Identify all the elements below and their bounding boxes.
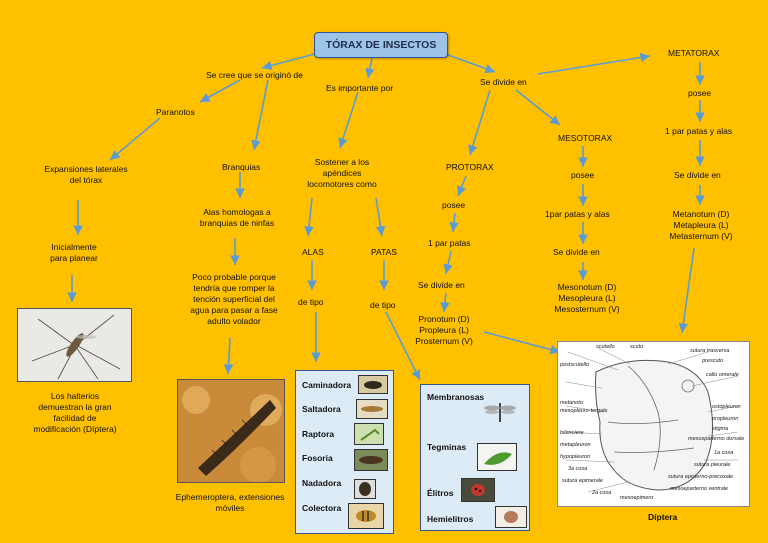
leg-type-colectora: Colectora xyxy=(302,503,342,513)
arrow-divide-parts xyxy=(444,293,446,312)
node-alas: ALAS xyxy=(302,247,324,257)
mantis-thumbnail xyxy=(354,423,384,445)
node-pro-parts xyxy=(412,314,476,347)
sostener-line-1: Sostener a los xyxy=(314,157,370,167)
dlabel-mesoepimero: mesoepimero xyxy=(620,495,654,501)
dlabel-sutura-episterno: sutura episterno-precoxale xyxy=(668,474,734,480)
node-branquias: Branquias xyxy=(222,162,261,172)
poco-line-1: Poco probable porque xyxy=(192,272,276,282)
arrow-meta-diagram xyxy=(682,248,694,333)
dlabel-mesopleuro-tergale: mesopleuro-tergale xyxy=(560,408,608,414)
dlabel-metanoto: metanoto xyxy=(560,400,583,406)
bee-thumbnail xyxy=(348,503,384,529)
dlabel-postscutello: postscutello xyxy=(560,362,590,368)
leg-types-panel xyxy=(295,370,394,534)
mesosternum: Mesosternum (V) xyxy=(554,304,620,315)
poco-line-5: adulto volador xyxy=(207,316,261,327)
metapleura: Metapleura (L) xyxy=(673,220,729,231)
metasternum: Metasternum (V) xyxy=(669,231,733,242)
dlabel-bilenciere: bilenciere xyxy=(560,430,584,436)
wing-types-panel xyxy=(420,384,530,531)
diagram-caption: Díptera xyxy=(648,512,678,522)
expansiones-line-2: del tórax xyxy=(69,175,103,186)
katydid-thumbnail xyxy=(477,443,517,471)
dlabel-metapleuron: metapleuron xyxy=(560,442,591,448)
arrow-protorax-posee xyxy=(458,176,466,196)
node-meta-posee: posee xyxy=(688,88,712,98)
node-meta-divide: Se divide en xyxy=(674,170,721,180)
node-meso-divide: Se divide en xyxy=(553,247,600,257)
prosternum: Prosternum (V) xyxy=(415,336,473,347)
node-protorax: PROTORAX xyxy=(446,162,494,172)
inicial-line-2: para planear xyxy=(50,253,98,264)
dlabel-scutello: scutello xyxy=(596,344,615,350)
sostener-line-3: locomotores como xyxy=(307,179,377,190)
link-divides: Se divide en xyxy=(480,77,527,87)
mole-cricket-thumbnail xyxy=(354,449,388,471)
arrow-divides-metatorax xyxy=(538,56,650,74)
poco-line-2: tendría que romper la xyxy=(193,283,275,294)
wing-type-tegminas: Tegminas xyxy=(427,442,467,452)
leg-type-caminadora: Caminadora xyxy=(302,380,352,390)
node-pro-posee: posee xyxy=(442,200,466,210)
dlabel-sutura-pleurale: sutura pleurale xyxy=(694,462,731,468)
link-origin: Se cree que se originó de xyxy=(206,70,303,80)
map-title: TÓRAX DE INSECTOS xyxy=(314,32,448,58)
node-meso-pair: 1par patas y alas xyxy=(545,209,610,219)
node-metatorax: METATORAX xyxy=(668,48,720,58)
wing-type-elitros: Élitros xyxy=(427,488,454,498)
arrow-divides-protorax xyxy=(470,90,490,155)
arrow-importance-sostener xyxy=(340,92,358,148)
beetle-thumbnail xyxy=(358,375,388,394)
propleura: Propleura (L) xyxy=(419,325,469,336)
dlabel-stigma: stigma xyxy=(712,426,729,432)
alas-hom-line-1: Alas homologas a xyxy=(203,207,271,217)
arrow-pro-diagram xyxy=(484,332,560,352)
sostener-line-2: apéndices xyxy=(322,168,362,179)
leg-type-fosoria: Fosoria xyxy=(302,453,333,463)
dlabel-sutura-trasversa: sutura trasversa xyxy=(690,348,730,354)
arrow-divides-mesotorax xyxy=(516,90,560,125)
node-pro-pair: 1 par patas xyxy=(428,238,471,248)
wing-type-membranosas: Membranosas xyxy=(427,392,485,402)
ephem-line-1: Ephemeroptera, extensiones xyxy=(175,492,285,502)
arrow-sostener-alas xyxy=(308,198,312,236)
arrow-title-origin xyxy=(262,52,322,68)
node-paranotos: Paranotos xyxy=(156,107,195,117)
leg-type-nadadora: Nadadora xyxy=(302,478,342,488)
dlabel-ostopleuron: ostopleuron xyxy=(712,404,741,410)
node-mesotorax: MESOTORAX xyxy=(558,133,613,143)
wing-type-hemielitros: Hemielitros xyxy=(427,514,474,524)
arrow-paranotos-expansiones xyxy=(110,118,160,160)
diptera-thorax-diagram xyxy=(557,341,750,507)
ladybug-thumbnail xyxy=(461,478,495,502)
nymph-photo xyxy=(177,379,285,483)
halterios-line-1: Los halterios xyxy=(50,391,100,401)
dragonfly-icon xyxy=(483,401,517,423)
node-meso-parts xyxy=(552,282,622,315)
leg-type-saltadora: Saltadora xyxy=(302,404,341,414)
dlabel-1a-coxa: 1a coxa xyxy=(714,450,734,456)
mesonotum: Mesonotum (D) xyxy=(557,282,617,292)
link-importance: Es importante por xyxy=(326,83,394,93)
expansiones-line-1: Expansiones laterales xyxy=(44,164,128,174)
water-beetle-thumbnail xyxy=(354,479,376,499)
arrow-title-divides xyxy=(440,52,495,72)
mesopleura: Mesopleura (L) xyxy=(558,293,616,304)
node-ephemeroptera xyxy=(170,492,290,514)
arrow-origin-paranotos xyxy=(200,80,240,102)
dlabel-2a-coxa: 2a coxa xyxy=(592,490,612,496)
node-poco-probable xyxy=(180,272,288,327)
node-patas: PATAS xyxy=(371,247,397,257)
dlabel-mesoeparterno-ventrale: mesoeparterno ventrale xyxy=(670,486,729,492)
node-pro-divide: Se divide en xyxy=(418,280,465,290)
node-sostener xyxy=(302,157,382,190)
arrow-posee-pair xyxy=(453,213,455,232)
metanotum: Metanotum (D) xyxy=(672,209,730,219)
halterios-line-3: facilidad de xyxy=(53,413,97,424)
halterios-line-2: demuestran la gran xyxy=(38,402,112,413)
node-meta-pair: 1 par patas y alas xyxy=(665,126,733,136)
node-halterios xyxy=(20,391,130,435)
dlabel-propleuron: propleuron xyxy=(712,416,739,422)
node-alas-homologas xyxy=(192,207,282,229)
arrow-origin-branquias xyxy=(254,80,268,150)
dlabel-prescuto: prescuto xyxy=(702,358,724,364)
dlabel-mesosparterno-dorsale: mesosparterno dorsale xyxy=(688,436,745,442)
node-expansiones xyxy=(40,164,132,186)
node-meso-posee: posee xyxy=(571,170,595,180)
crane-fly-photo xyxy=(17,308,132,382)
node-patas-de-tipo: de tipo xyxy=(370,300,396,310)
bug-thumbnail xyxy=(495,506,527,528)
grasshopper-thumbnail xyxy=(356,399,388,419)
node-meta-parts xyxy=(665,209,737,242)
dlabel-hypopleuron: hypopleuron xyxy=(560,454,591,460)
pronotum: Pronotum (D) xyxy=(418,314,470,324)
poco-line-3: tención superficial del xyxy=(193,294,275,305)
node-alas-de-tipo: de tipo xyxy=(298,297,324,307)
dlabel-callo-omerale: callo omerale xyxy=(706,372,739,378)
dlabel-scuto: scuto xyxy=(630,344,644,350)
alas-hom-line-2: branquias de ninfas xyxy=(199,218,275,229)
dlabel-sutura-epimerale: sutura epimerale xyxy=(562,478,603,484)
dlabel-3a-coxa: 3a coxa xyxy=(568,466,588,472)
ephem-line-2: móviles xyxy=(215,503,245,514)
arrow-sostener-patas xyxy=(376,198,382,236)
leg-type-raptora: Raptora xyxy=(302,429,335,439)
node-inicialmente xyxy=(44,242,104,264)
arrow-poco-photo xyxy=(228,338,230,374)
arrow-title-importance xyxy=(368,58,372,78)
halterios-line-4: modificación (Díptera) xyxy=(33,424,117,435)
inicial-line-1: Inicialmente xyxy=(51,242,97,252)
poco-line-4: agua para pasar a fase xyxy=(190,305,278,316)
arrow-pair-divide xyxy=(446,251,451,274)
